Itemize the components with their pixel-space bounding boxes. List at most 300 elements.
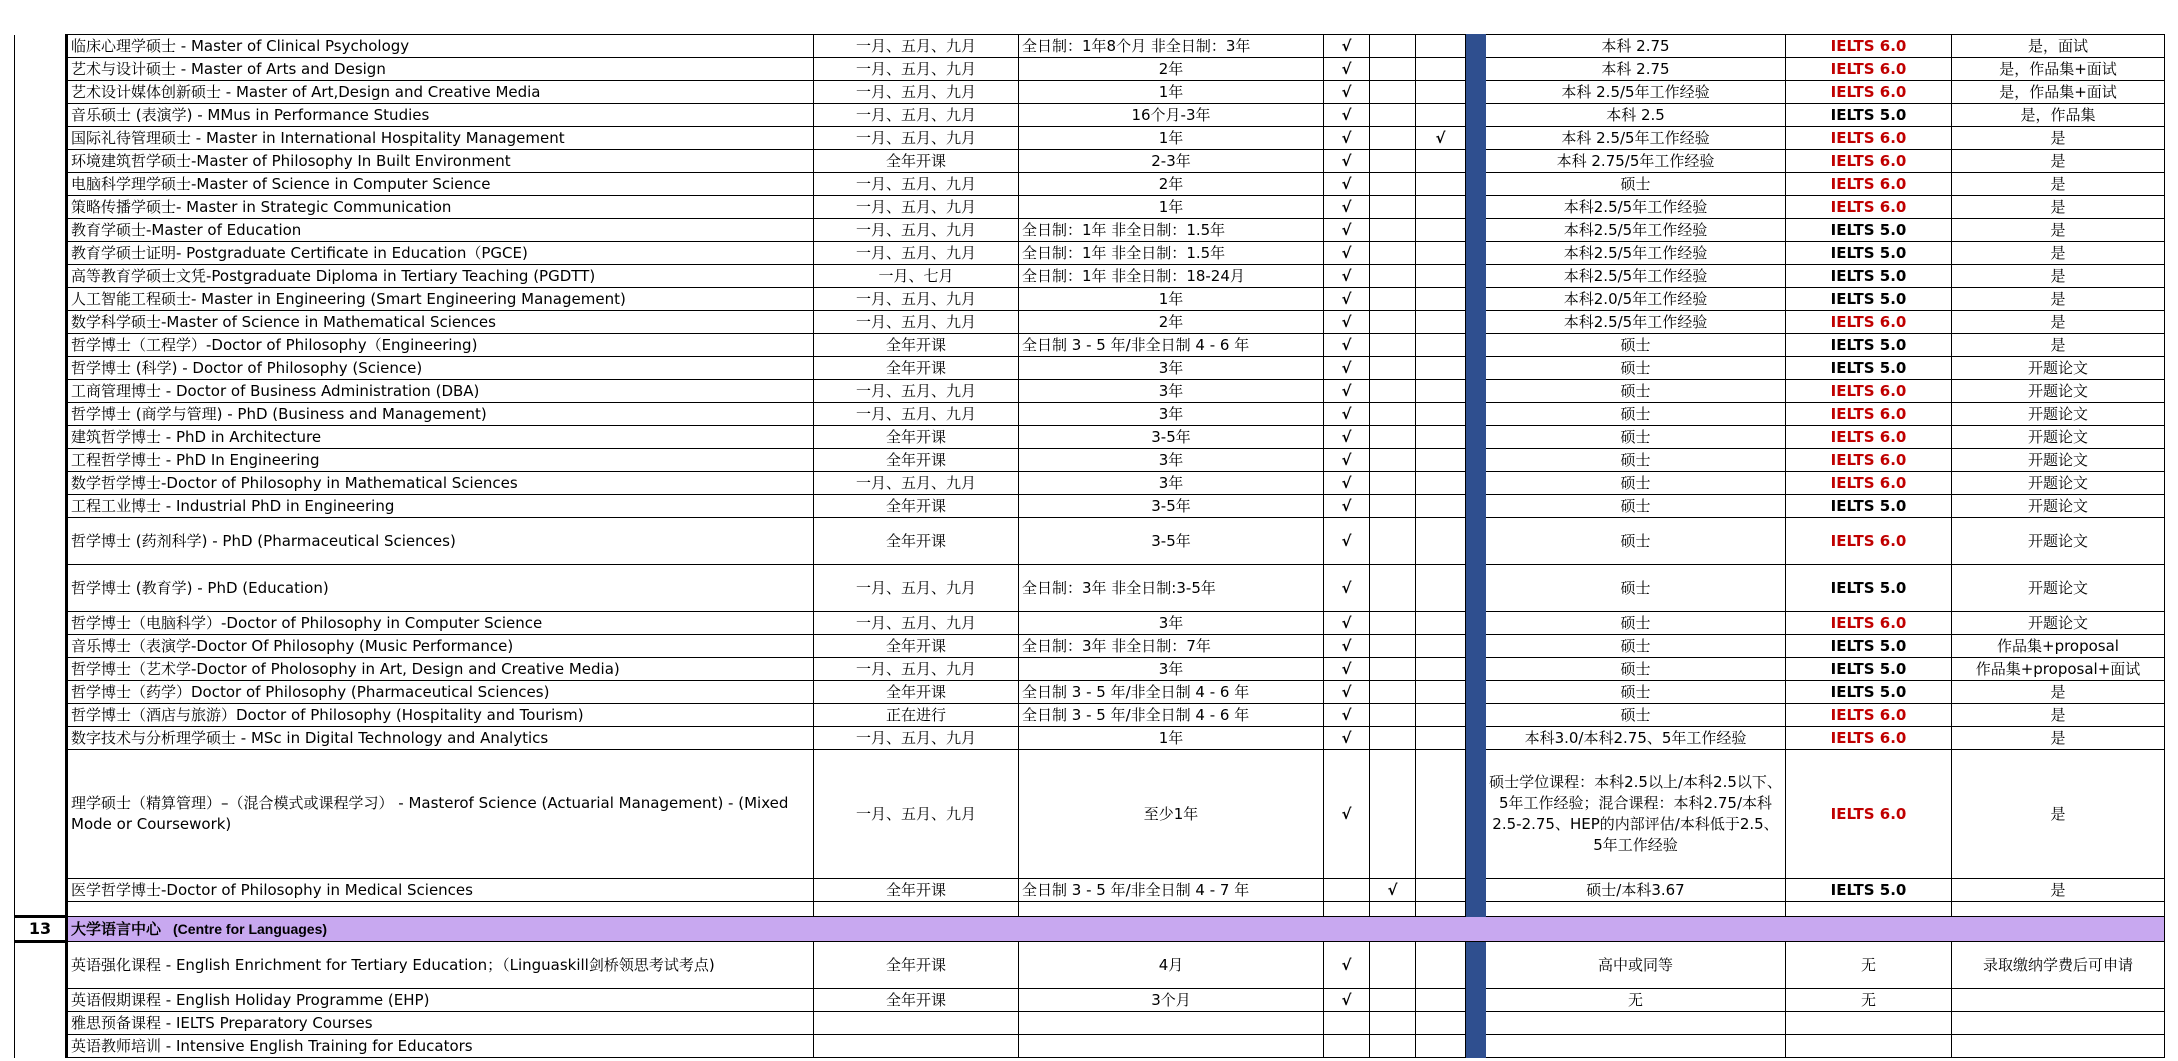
table-row — [15, 518, 2165, 565]
intake-cell: 一月、五月、九月 — [814, 81, 1019, 104]
duration-cell: 全日制 3 - 5 年/非全日制 4 - 6 年 — [1019, 704, 1324, 727]
requirement-cell: 硕士 — [1486, 334, 1786, 357]
table-row — [15, 196, 2165, 219]
check-col-3-cell — [1416, 612, 1466, 635]
program-name-cell: 人工智能工程硕士- Master in Engineering (Smart Engineering Management) — [67, 288, 814, 311]
intake-cell: 一月、五月、九月 — [814, 196, 1019, 219]
ielts-cell: IELTS 6.0 — [1786, 403, 1952, 426]
duration-cell: 2年 — [1019, 58, 1324, 81]
check-col-1-cell: √ — [1324, 449, 1370, 472]
intake-cell: 全年开课 — [814, 426, 1019, 449]
intake-cell: 一月、五月、九月 — [814, 58, 1019, 81]
check-col-3-cell: √ — [1416, 127, 1466, 150]
intake-cell — [814, 1012, 1019, 1035]
duration-cell: 16个月-3年 — [1019, 104, 1324, 127]
divider-blue-cell — [1466, 104, 1486, 127]
note-cell: 开题论文 — [1952, 380, 2165, 403]
program-name-cell: 雅思预备课程 - IELTS Preparatory Courses — [67, 1012, 814, 1035]
duration-cell: 3年 — [1019, 472, 1324, 495]
requirement-cell: 硕士 — [1486, 658, 1786, 681]
note-cell: 是 — [1952, 265, 2165, 288]
divider-blue-cell — [1466, 612, 1486, 635]
intake-cell: 一月、五月、九月 — [814, 565, 1019, 612]
ielts-cell: IELTS 6.0 — [1786, 472, 1952, 495]
note-cell: 是，作品集 — [1952, 104, 2165, 127]
check-col-1-cell: √ — [1324, 472, 1370, 495]
note-cell: 是 — [1952, 750, 2165, 879]
requirement-cell: 本科2.5/5年工作经验 — [1486, 196, 1786, 219]
intake-cell: 一月、五月、九月 — [814, 104, 1019, 127]
check-col-2-cell — [1370, 380, 1416, 403]
program-name-cell: 哲学博士 (商学与管理) - PhD (Business and Management) — [67, 403, 814, 426]
check-col-1-cell: √ — [1324, 35, 1370, 58]
note-cell: 开题论文 — [1952, 565, 2165, 612]
check-col-1-cell: √ — [1324, 81, 1370, 104]
divider-blue-cell — [1466, 150, 1486, 173]
duration-cell: 3个月 — [1019, 989, 1324, 1012]
program-sheet — [14, 34, 2165, 1058]
table-row — [15, 989, 2165, 1012]
ielts-cell: IELTS 6.0 — [1786, 704, 1952, 727]
ielts-cell: IELTS 6.0 — [1786, 173, 1952, 196]
divider-blue-cell — [1466, 635, 1486, 658]
check-col-3-cell — [1416, 472, 1466, 495]
duration-cell: 2年 — [1019, 173, 1324, 196]
check-col-2-cell — [1370, 658, 1416, 681]
requirement-cell: 硕士 — [1486, 681, 1786, 704]
program-name-cell: 英语假期课程 - English Holiday Programme (EHP) — [67, 989, 814, 1012]
check-col-3-cell — [1416, 288, 1466, 311]
divider-blue-cell — [1466, 658, 1486, 681]
program-name-cell: 艺术与设计硕士 - Master of Arts and Design — [67, 58, 814, 81]
empty-cell — [1324, 902, 1370, 917]
divider-blue-cell — [1466, 35, 1486, 58]
duration-cell — [1019, 1035, 1324, 1058]
ielts-cell: IELTS 5.0 — [1786, 635, 1952, 658]
intake-cell: 一月、五月、九月 — [814, 288, 1019, 311]
check-col-3-cell — [1416, 1035, 1466, 1058]
check-col-2-cell — [1370, 1012, 1416, 1035]
check-col-2-cell — [1370, 495, 1416, 518]
requirement-cell: 本科 2.5 — [1486, 104, 1786, 127]
note-cell: 作品集+proposal+面试 — [1952, 658, 2165, 681]
ielts-cell: IELTS 6.0 — [1786, 150, 1952, 173]
check-col-2-cell — [1370, 704, 1416, 727]
duration-cell: 至少1年 — [1019, 750, 1324, 879]
ielts-cell: IELTS 5.0 — [1786, 288, 1952, 311]
duration-cell: 全日制：1年 非全日制：18-24月 — [1019, 265, 1324, 288]
divider-blue-cell — [1466, 311, 1486, 334]
requirement-cell: 硕士 — [1486, 612, 1786, 635]
check-col-2-cell — [1370, 727, 1416, 750]
divider-blue-cell — [1466, 265, 1486, 288]
table-row — [15, 58, 2165, 81]
check-col-1-cell: √ — [1324, 989, 1370, 1012]
check-col-3-cell — [1416, 150, 1466, 173]
note-cell — [1952, 1035, 2165, 1058]
duration-cell: 1年 — [1019, 81, 1324, 104]
duration-cell: 3年 — [1019, 380, 1324, 403]
check-col-1-cell: √ — [1324, 219, 1370, 242]
check-col-1-cell: √ — [1324, 380, 1370, 403]
requirement-cell: 硕士 — [1486, 426, 1786, 449]
table-row — [15, 565, 2165, 612]
duration-cell: 3年 — [1019, 658, 1324, 681]
ielts-cell: IELTS 6.0 — [1786, 380, 1952, 403]
intake-cell: 全年开课 — [814, 449, 1019, 472]
divider-blue-cell — [1466, 565, 1486, 612]
program-name-cell: 教育学硕士证明- Postgraduate Certificate in Education（PGCE) — [67, 242, 814, 265]
intake-cell: 一月、五月、九月 — [814, 219, 1019, 242]
program-name-cell: 环境建筑哲学硕士-Master of Philosophy In Built Environment — [67, 150, 814, 173]
divider-blue-cell — [1466, 902, 1486, 917]
check-col-1-cell: √ — [1324, 150, 1370, 173]
program-name-cell: 数字技术与分析理学硕士 - MSc in Digital Technology and Analytics — [67, 727, 814, 750]
intake-cell: 全年开课 — [814, 635, 1019, 658]
divider-blue-cell — [1466, 879, 1486, 902]
program-name-cell: 数学哲学博士-Doctor of Philosophy in Mathematical Sciences — [67, 472, 814, 495]
intake-cell: 一月、五月、九月 — [814, 311, 1019, 334]
check-col-3-cell — [1416, 173, 1466, 196]
table-row — [15, 150, 2165, 173]
requirement-cell: 硕士 — [1486, 472, 1786, 495]
ielts-cell: IELTS 6.0 — [1786, 58, 1952, 81]
check-col-1-cell: √ — [1324, 658, 1370, 681]
check-col-3-cell — [1416, 403, 1466, 426]
ielts-cell: IELTS 5.0 — [1786, 495, 1952, 518]
ielts-cell: 无 — [1786, 989, 1952, 1012]
table-row — [15, 403, 2165, 426]
requirement-cell: 本科2.5/5年工作经验 — [1486, 219, 1786, 242]
ielts-cell: IELTS 5.0 — [1786, 219, 1952, 242]
check-col-1-cell: √ — [1324, 612, 1370, 635]
check-col-2-cell — [1370, 127, 1416, 150]
program-name-cell: 哲学博士（艺术学-Doctor of Pholosophy in Art, Design and Creative Media) — [67, 658, 814, 681]
ielts-cell: 无 — [1786, 942, 1952, 989]
ielts-cell: IELTS 5.0 — [1786, 265, 1952, 288]
table-row — [15, 658, 2165, 681]
table-row — [15, 1012, 2165, 1035]
divider-blue-cell — [1466, 472, 1486, 495]
table-row — [15, 727, 2165, 750]
check-col-1-cell: √ — [1324, 942, 1370, 989]
program-table-body — [15, 35, 2165, 1058]
divider-blue-cell — [1466, 1012, 1486, 1035]
requirement-cell: 硕士 — [1486, 449, 1786, 472]
duration-cell: 全日制：1年 非全日制：1.5年 — [1019, 219, 1324, 242]
check-col-2-cell — [1370, 81, 1416, 104]
section-title-en: (Centre for Languages) — [173, 921, 328, 937]
divider-blue-cell — [1466, 750, 1486, 879]
check-col-1-cell: √ — [1324, 58, 1370, 81]
duration-cell: 3-5年 — [1019, 518, 1324, 565]
spacer-row — [15, 902, 2165, 917]
requirement-cell: 本科3.0/本科2.75、5年工作经验 — [1486, 727, 1786, 750]
intake-cell: 全年开课 — [814, 879, 1019, 902]
empty-cell — [1416, 902, 1466, 917]
check-col-3-cell — [1416, 265, 1466, 288]
divider-blue-cell — [1466, 242, 1486, 265]
note-cell: 开题论文 — [1952, 357, 2165, 380]
check-col-1-cell: √ — [1324, 518, 1370, 565]
check-col-1-cell: √ — [1324, 127, 1370, 150]
check-col-3-cell — [1416, 449, 1466, 472]
check-col-2-cell — [1370, 104, 1416, 127]
program-name-cell: 哲学博士（电脑科学）-Doctor of Philosophy in Computer Science — [67, 612, 814, 635]
check-col-3-cell — [1416, 565, 1466, 612]
requirement-cell: 硕士/本科3.67 — [1486, 879, 1786, 902]
table-row — [15, 704, 2165, 727]
check-col-1-cell: √ — [1324, 426, 1370, 449]
check-col-3-cell — [1416, 681, 1466, 704]
program-name-cell: 哲学博士（药学）Doctor of Philosophy (Pharmaceutical Sciences) — [67, 681, 814, 704]
requirement-cell: 本科 2.75 — [1486, 58, 1786, 81]
table-row — [15, 750, 2165, 879]
intake-cell: 一月、五月、九月 — [814, 727, 1019, 750]
check-col-3-cell — [1416, 1012, 1466, 1035]
check-col-3-cell — [1416, 879, 1466, 902]
duration-cell: 全日制 3 - 5 年/非全日制 4 - 7 年 — [1019, 879, 1324, 902]
duration-cell: 全日制：3年 非全日制：7年 — [1019, 635, 1324, 658]
note-cell: 开题论文 — [1952, 495, 2165, 518]
check-col-1-cell: √ — [1324, 104, 1370, 127]
duration-cell: 3年 — [1019, 612, 1324, 635]
note-cell: 是 — [1952, 681, 2165, 704]
intake-cell: 全年开课 — [814, 150, 1019, 173]
program-name-cell: 高等教育学硕士文凭-Postgraduate Diploma in Tertiary Teaching (PGDTT) — [67, 265, 814, 288]
requirement-cell: 硕士 — [1486, 704, 1786, 727]
check-col-3-cell — [1416, 357, 1466, 380]
requirement-cell: 本科 2.75/5年工作经验 — [1486, 150, 1786, 173]
duration-cell: 4月 — [1019, 942, 1324, 989]
check-col-3-cell — [1416, 658, 1466, 681]
empty-cell — [67, 902, 814, 917]
divider-blue-cell — [1466, 58, 1486, 81]
note-cell: 开题论文 — [1952, 426, 2165, 449]
table-row — [15, 242, 2165, 265]
ielts-cell: IELTS 5.0 — [1786, 681, 1952, 704]
divider-blue-cell — [1466, 219, 1486, 242]
check-col-3-cell — [1416, 219, 1466, 242]
divider-blue-cell — [1466, 518, 1486, 565]
check-col-2-cell — [1370, 334, 1416, 357]
divider-blue-cell — [1466, 942, 1486, 989]
requirement-cell: 高中或同等 — [1486, 942, 1786, 989]
empty-cell — [1370, 902, 1416, 917]
divider-blue-cell — [1466, 173, 1486, 196]
note-cell: 是 — [1952, 879, 2165, 902]
intake-cell — [814, 1035, 1019, 1058]
duration-cell: 1年 — [1019, 127, 1324, 150]
ielts-cell: IELTS 6.0 — [1786, 127, 1952, 150]
table-row — [15, 681, 2165, 704]
check-col-2-cell — [1370, 942, 1416, 989]
check-col-3-cell — [1416, 196, 1466, 219]
table-row — [15, 127, 2165, 150]
program-name-cell: 理学硕士（精算管理）–（混合模式或课程学习） - Masterof Science (Actuarial Management) - (Mixed Mode or Coursework) — [67, 750, 814, 879]
divider-blue-cell — [1466, 1035, 1486, 1058]
check-col-2-cell — [1370, 311, 1416, 334]
note-cell: 开题论文 — [1952, 518, 2165, 565]
duration-cell: 3-5年 — [1019, 426, 1324, 449]
intake-cell: 全年开课 — [814, 518, 1019, 565]
divider-blue-cell — [1466, 704, 1486, 727]
program-name-cell: 数学科学硕士-Master of Science in Mathematical Sciences — [67, 311, 814, 334]
requirement-cell: 本科2.5/5年工作经验 — [1486, 265, 1786, 288]
duration-cell: 全日制：1年 非全日制：1.5年 — [1019, 242, 1324, 265]
empty-cell — [1019, 902, 1324, 917]
program-name-cell: 哲学博士 (教育学) - PhD (Education) — [67, 565, 814, 612]
divider-blue-cell — [1466, 380, 1486, 403]
ielts-cell: IELTS 5.0 — [1786, 879, 1952, 902]
divider-blue-cell — [1466, 727, 1486, 750]
program-name-cell: 策略传播学硕士- Master in Strategic Communication — [67, 196, 814, 219]
intake-cell: 正在进行 — [814, 704, 1019, 727]
table-row — [15, 472, 2165, 495]
check-col-1-cell — [1324, 1035, 1370, 1058]
check-col-1-cell: √ — [1324, 311, 1370, 334]
intake-cell: 全年开课 — [814, 334, 1019, 357]
requirement-cell: 本科 2.5/5年工作经验 — [1486, 81, 1786, 104]
check-col-2-cell — [1370, 681, 1416, 704]
note-cell: 是，作品集+面试 — [1952, 81, 2165, 104]
table-row — [15, 265, 2165, 288]
check-col-1-cell: √ — [1324, 704, 1370, 727]
check-col-3-cell — [1416, 81, 1466, 104]
ielts-cell: IELTS 5.0 — [1786, 334, 1952, 357]
table-row — [15, 612, 2165, 635]
check-col-2-cell — [1370, 219, 1416, 242]
check-col-1-cell: √ — [1324, 196, 1370, 219]
ielts-cell — [1786, 1012, 1952, 1035]
section-number: 13 — [15, 917, 67, 942]
check-col-1-cell — [1324, 879, 1370, 902]
check-col-1-cell: √ — [1324, 334, 1370, 357]
intake-cell: 一月、五月、九月 — [814, 612, 1019, 635]
check-col-2-cell — [1370, 635, 1416, 658]
note-cell: 开题论文 — [1952, 472, 2165, 495]
table-row — [15, 334, 2165, 357]
ielts-cell: IELTS 6.0 — [1786, 612, 1952, 635]
program-table — [14, 34, 2165, 1058]
requirement-cell — [1486, 1035, 1786, 1058]
intake-cell: 一月、五月、九月 — [814, 380, 1019, 403]
duration-cell: 3-5年 — [1019, 495, 1324, 518]
check-col-3-cell — [1416, 242, 1466, 265]
check-col-2-cell — [1370, 403, 1416, 426]
ielts-cell: IELTS 6.0 — [1786, 35, 1952, 58]
note-cell: 开题论文 — [1952, 403, 2165, 426]
intake-cell: 全年开课 — [814, 989, 1019, 1012]
check-col-1-cell: √ — [1324, 495, 1370, 518]
program-name-cell: 音乐博士（表演学-Doctor Of Philosophy (Music Performance) — [67, 635, 814, 658]
row-number-cell — [15, 35, 67, 917]
note-cell: 是 — [1952, 196, 2165, 219]
requirement-cell: 本科2.0/5年工作经验 — [1486, 288, 1786, 311]
divider-blue-cell — [1466, 288, 1486, 311]
check-col-1-cell: √ — [1324, 727, 1370, 750]
note-cell: 是 — [1952, 173, 2165, 196]
table-row — [15, 35, 2165, 58]
note-cell: 是 — [1952, 704, 2165, 727]
note-cell: 是，面试 — [1952, 35, 2165, 58]
check-col-3-cell — [1416, 989, 1466, 1012]
table-row — [15, 357, 2165, 380]
note-cell: 是 — [1952, 288, 2165, 311]
check-col-3-cell — [1416, 518, 1466, 565]
note-cell: 作品集+proposal — [1952, 635, 2165, 658]
check-col-2-cell — [1370, 1035, 1416, 1058]
ielts-cell: IELTS 5.0 — [1786, 357, 1952, 380]
section-header-row — [15, 917, 2165, 942]
duration-cell: 2-3年 — [1019, 150, 1324, 173]
requirement-cell: 硕士 — [1486, 518, 1786, 565]
check-col-3-cell — [1416, 426, 1466, 449]
divider-blue-cell — [1466, 989, 1486, 1012]
section-title-cell — [67, 917, 2165, 942]
divider-blue-cell — [1466, 681, 1486, 704]
intake-cell: 全年开课 — [814, 681, 1019, 704]
note-cell: 是，作品集+面试 — [1952, 58, 2165, 81]
ielts-cell: IELTS 5.0 — [1786, 242, 1952, 265]
check-col-1-cell: √ — [1324, 403, 1370, 426]
check-col-1-cell: √ — [1324, 357, 1370, 380]
intake-cell: 全年开课 — [814, 357, 1019, 380]
program-name-cell: 医学哲学博士-Doctor of Philosophy in Medical Sciences — [67, 879, 814, 902]
check-col-2-cell — [1370, 150, 1416, 173]
intake-cell: 一月、五月、九月 — [814, 173, 1019, 196]
check-col-2-cell — [1370, 265, 1416, 288]
program-name-cell: 临床心理学硕士 - Master of Clinical Psychology — [67, 35, 814, 58]
program-name-cell: 音乐硕士 (表演学) - MMus in Performance Studies — [67, 104, 814, 127]
check-col-1-cell: √ — [1324, 242, 1370, 265]
intake-cell: 全年开课 — [814, 942, 1019, 989]
requirement-cell: 无 — [1486, 989, 1786, 1012]
requirement-cell — [1486, 1012, 1786, 1035]
requirement-cell: 本科 2.5/5年工作经验 — [1486, 127, 1786, 150]
table-row — [15, 635, 2165, 658]
note-cell — [1952, 989, 2165, 1012]
check-col-2-cell — [1370, 196, 1416, 219]
duration-cell: 3年 — [1019, 357, 1324, 380]
program-name-cell: 哲学博士 (科学) - Doctor of Philosophy (Science) — [67, 357, 814, 380]
check-col-1-cell: √ — [1324, 565, 1370, 612]
check-col-3-cell — [1416, 58, 1466, 81]
divider-blue-cell — [1466, 403, 1486, 426]
table-row — [15, 81, 2165, 104]
duration-cell: 1年 — [1019, 196, 1324, 219]
ielts-cell: IELTS 6.0 — [1786, 426, 1952, 449]
ielts-cell — [1786, 1035, 1952, 1058]
empty-cell — [1786, 902, 1952, 917]
program-name-cell: 哲学博士 (药剂科学) - PhD (Pharmaceutical Sciences) — [67, 518, 814, 565]
intake-cell: 一月、五月、九月 — [814, 403, 1019, 426]
divider-blue-cell — [1466, 495, 1486, 518]
duration-cell: 全日制：3年 非全日制:3-5年 — [1019, 565, 1324, 612]
empty-cell — [814, 902, 1019, 917]
intake-cell: 一月、五月、九月 — [814, 750, 1019, 879]
check-col-2-cell — [1370, 426, 1416, 449]
row-number-cell — [15, 942, 67, 1058]
requirement-cell: 本科 2.75 — [1486, 35, 1786, 58]
program-name-cell: 哲学博士（工程学）-Doctor of Philosophy（Engineering) — [67, 334, 814, 357]
check-col-3-cell — [1416, 727, 1466, 750]
requirement-cell: 硕士 — [1486, 173, 1786, 196]
empty-cell — [1952, 902, 2165, 917]
table-row — [15, 426, 2165, 449]
requirement-cell: 硕士学位课程：本科2.5以上/本科2.5以下、5年工作经验；混合课程：本科2.75/本科2.5-2.75、HEP的内部评估/本科低于2.5、5年工作经验 — [1486, 750, 1786, 879]
duration-cell: 3年 — [1019, 403, 1324, 426]
